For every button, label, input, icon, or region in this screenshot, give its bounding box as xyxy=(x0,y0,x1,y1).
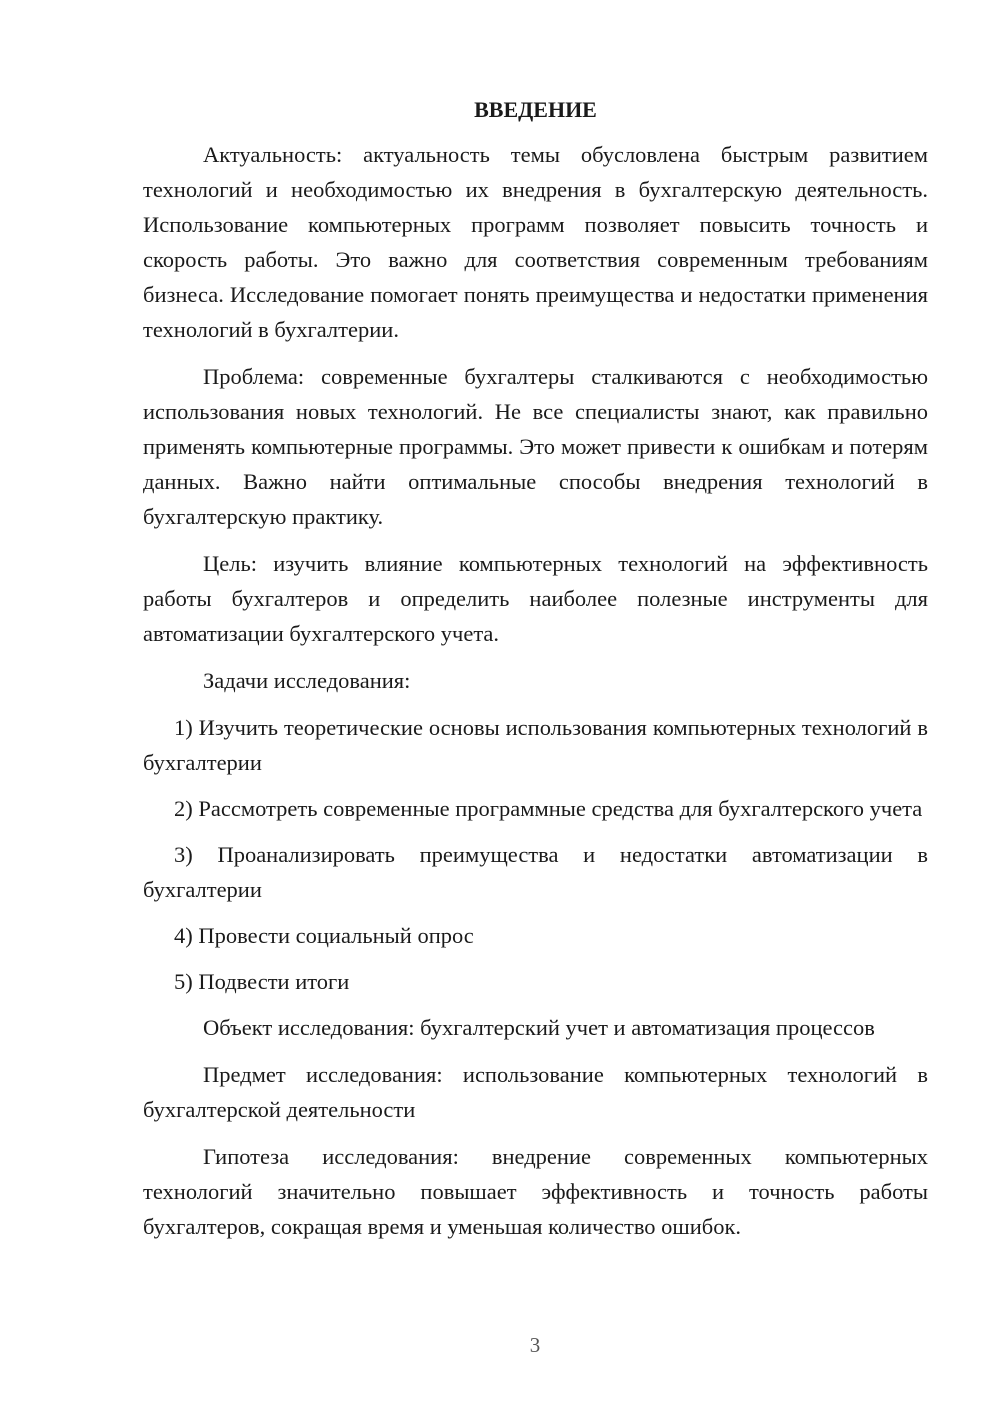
task-item-3: 3) Проанализировать преимущества и недостатки автоматизации в бухгалтерии xyxy=(143,842,928,902)
paragraph-relevance: Актуальность: актуальность темы обусловлена быстрым развитием технологий и необходимостью их внедрения в бухгалтерскую деятельность. Использование компьютерных программ позволяет повысить точность и скорость работы. Это важно для соответствия современным требованиям бизнеса. Исследование помогает понять преимущества и недостатки применения технологий в бухгалтерии. xyxy=(143,142,928,342)
paragraph-hypothesis: Гипотеза исследования: внедрение современных компьютерных технологий значительно повышает эффективность и точность работы бухгалтеров, сокращая время и уменьшая количество ошибок. xyxy=(143,1144,928,1239)
paragraph-problem: Проблема: современные бухгалтеры сталкиваются с необходимостью использования новых технологий. Не все специалисты знают, как правильно применять компьютерные программы. Это может привести к ошибкам и потерям данных. Важно найти оптимальные способы внедрения технологий в бухгалтерскую практику. xyxy=(143,364,928,529)
paragraph-subject: Предмет исследования: использование компьютерных технологий в бухгалтерской деятельности xyxy=(143,1062,928,1122)
page-number: 3 xyxy=(529,1333,541,1357)
task-item-2: 2) Рассмотреть современные программные средства для бухгалтерского учета xyxy=(174,796,923,821)
section-title: ВВЕДЕНИЕ xyxy=(474,97,597,122)
task-item-5: 5) Подвести итоги xyxy=(174,969,350,994)
paragraph-goal: Цель: изучить влияние компьютерных технологий на эффективность работы бухгалтеров и определить наиболее полезные инструменты для автоматизации бухгалтерского учета. xyxy=(143,551,928,646)
tasks-list xyxy=(143,710,928,999)
task-item-4: 4) Провести социальный опрос xyxy=(174,923,474,948)
task-item-1: 1) Изучить теоретические основы использования компьютерных технологий в бухгалтерии xyxy=(143,715,928,775)
paragraph-object: Объект исследования: бухгалтерский учет и автоматизация процессов xyxy=(203,1015,875,1040)
document-page xyxy=(143,92,928,1256)
tasks-heading: Задачи исследования: xyxy=(203,668,411,693)
